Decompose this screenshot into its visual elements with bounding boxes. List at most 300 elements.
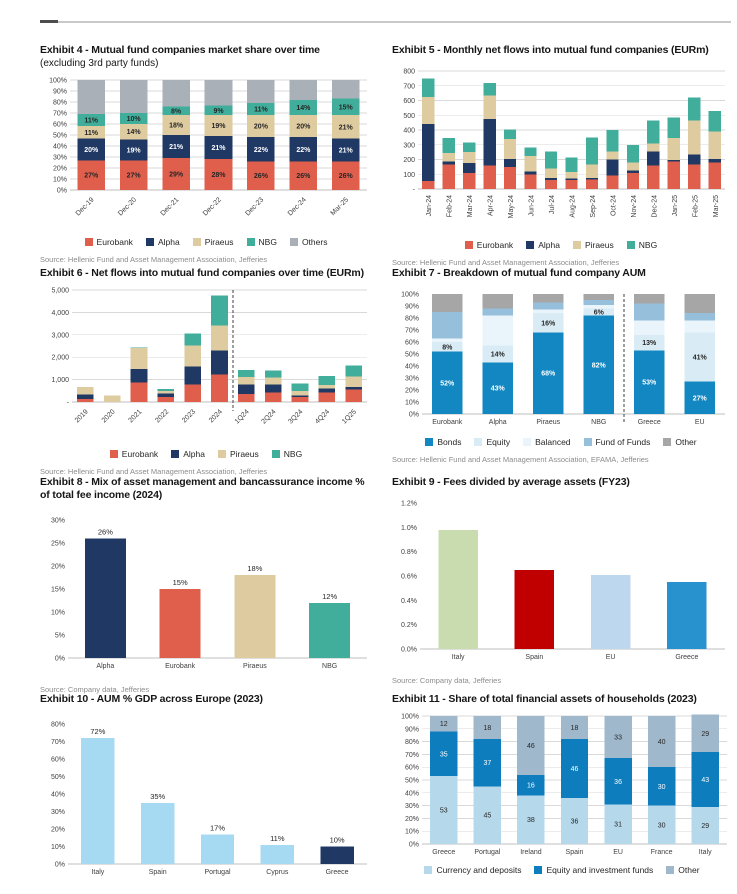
bar-segment — [432, 339, 462, 343]
bar-segment — [292, 396, 309, 397]
svg-text:0.2%: 0.2% — [401, 622, 417, 630]
svg-text:82%: 82% — [591, 362, 606, 370]
svg-text:3Q24: 3Q24 — [287, 408, 305, 426]
svg-text:70%: 70% — [404, 752, 419, 760]
legend-swatch — [534, 866, 542, 874]
bar-segment — [318, 385, 335, 389]
svg-text:18: 18 — [483, 725, 492, 733]
svg-text:NBG: NBG — [322, 663, 338, 671]
legend-item — [424, 865, 521, 875]
legend-label: Eurobank — [121, 449, 159, 460]
svg-text:100%: 100% — [401, 291, 419, 299]
bars — [77, 296, 362, 403]
svg-text:15%: 15% — [50, 586, 65, 594]
legend-label: Piraeus — [584, 240, 614, 251]
bar-segment — [634, 304, 664, 321]
svg-text:Alpha: Alpha — [96, 663, 115, 671]
bar-segment — [627, 171, 639, 173]
legend-label: Fund of Funds — [595, 437, 651, 448]
svg-text:50%: 50% — [404, 777, 419, 785]
bar-segment — [627, 145, 639, 163]
svg-text:26%: 26% — [296, 173, 311, 181]
legend-swatch — [474, 438, 482, 446]
exhibit-6-legend — [40, 449, 372, 459]
bar-segment — [292, 391, 309, 395]
svg-text:20%: 20% — [84, 146, 99, 154]
svg-text:43: 43 — [701, 776, 710, 784]
exhibit-7-chart — [392, 290, 730, 435]
svg-text:38: 38 — [527, 817, 535, 825]
svg-text:800: 800 — [403, 68, 415, 76]
svg-text:30: 30 — [657, 784, 666, 792]
bar-segment — [647, 152, 659, 166]
legend-item — [584, 437, 651, 447]
svg-text:Alpha: Alpha — [488, 419, 507, 427]
exhibit-6-title: Exhibit 6 - Net flows into mutual fund companies over time (EURm) — [40, 267, 364, 279]
bar-segment — [565, 172, 577, 179]
svg-text:60%: 60% — [52, 121, 67, 129]
legend-item — [193, 237, 234, 247]
bar-segment — [668, 118, 680, 139]
svg-text:46: 46 — [527, 743, 535, 751]
bar — [81, 738, 114, 864]
bar-segment — [247, 80, 275, 103]
bar-segment — [533, 303, 563, 310]
svg-text:90%: 90% — [52, 88, 67, 96]
legend-swatch — [247, 238, 255, 246]
bar-segment — [211, 375, 228, 403]
axis-labels — [51, 288, 358, 426]
legend-label: Bonds — [437, 437, 462, 448]
data-labels — [440, 310, 707, 403]
svg-text:NBG: NBG — [591, 419, 607, 427]
bar-segment — [131, 348, 148, 349]
bar-segment — [211, 326, 228, 351]
bar-segment — [688, 154, 700, 164]
legend-label: Equity and investment funds — [546, 865, 654, 876]
bar-segment — [77, 395, 94, 400]
bar-segment — [627, 173, 639, 189]
bar-segment — [463, 163, 475, 173]
exhibit-5-legend — [392, 240, 730, 250]
bar-segment — [584, 300, 614, 305]
bar-segment — [685, 294, 715, 313]
exhibit-8-svg — [40, 508, 372, 672]
svg-text:20%: 20% — [296, 123, 311, 131]
bar-segment — [77, 80, 105, 114]
legend-swatch — [146, 238, 154, 246]
svg-text:0%: 0% — [54, 655, 65, 663]
legend-swatch — [523, 438, 531, 446]
svg-text:22%: 22% — [296, 146, 311, 154]
svg-text:1Q25: 1Q25 — [340, 408, 359, 426]
svg-text:22%: 22% — [253, 146, 268, 154]
svg-text:Italy: Italy — [698, 849, 712, 857]
svg-text:Piraeus: Piraeus — [536, 419, 561, 427]
bar-segment — [627, 163, 639, 171]
bar-segment — [545, 168, 557, 178]
svg-text:2019: 2019 — [73, 408, 90, 425]
svg-text:15%: 15% — [338, 104, 353, 112]
svg-text:500: 500 — [403, 112, 415, 120]
legend-swatch — [110, 450, 118, 458]
legend-item — [146, 237, 180, 247]
legend-swatch — [526, 241, 534, 249]
exhibit-11-chart — [392, 712, 732, 863]
exhibit-4-legend — [40, 237, 372, 247]
bar-segment — [606, 152, 618, 160]
bar-segment — [586, 180, 598, 190]
svg-text:90%: 90% — [404, 303, 419, 311]
svg-text:52%: 52% — [440, 380, 455, 388]
bar-segment — [158, 391, 175, 393]
svg-text:25%: 25% — [50, 540, 65, 548]
data-labels — [90, 727, 345, 845]
legend-item — [290, 237, 328, 247]
exhibit-5-source: Source: Hellenic Fund and Asset Management Association, Jefferies — [392, 258, 620, 268]
exhibit-6-chart — [40, 286, 372, 447]
bar-segment — [158, 397, 175, 402]
svg-text:11%: 11% — [84, 129, 99, 137]
bar-segment — [565, 157, 577, 172]
svg-text:70%: 70% — [404, 327, 419, 335]
svg-text:4Q24: 4Q24 — [314, 408, 332, 426]
svg-text:Portugal: Portugal — [204, 869, 231, 877]
legend-swatch — [193, 238, 201, 246]
svg-text:700: 700 — [403, 83, 415, 91]
svg-text:30%: 30% — [404, 803, 419, 811]
svg-text:46: 46 — [570, 766, 579, 774]
legend-label: Piraeus — [229, 449, 259, 460]
bar-segment — [634, 294, 664, 304]
svg-text:Dec-24: Dec-24 — [651, 195, 659, 218]
svg-text:80%: 80% — [50, 721, 65, 729]
svg-text:Jan-25: Jan-25 — [671, 195, 679, 217]
svg-text:30%: 30% — [52, 154, 67, 162]
svg-text:35: 35 — [439, 751, 448, 759]
bar-segment — [709, 111, 721, 132]
svg-text:EU: EU — [694, 419, 705, 427]
svg-text:Spain: Spain — [148, 869, 167, 877]
bar-segment — [345, 366, 362, 377]
svg-text:10%: 10% — [404, 828, 419, 836]
bar-segment — [205, 80, 233, 105]
bar-segment — [483, 83, 495, 96]
svg-text:Piraeus: Piraeus — [243, 663, 267, 671]
exhibit-8 — [40, 476, 372, 694]
svg-text:18: 18 — [570, 725, 579, 733]
bar-segment — [345, 377, 362, 387]
data-labels — [98, 528, 338, 601]
svg-text:21%: 21% — [338, 124, 353, 132]
bar-segment — [606, 160, 618, 176]
svg-text:26%: 26% — [338, 173, 353, 181]
legend-swatch — [584, 438, 592, 446]
bar — [591, 575, 631, 649]
svg-text:30%: 30% — [50, 517, 65, 525]
svg-text:40%: 40% — [404, 363, 419, 371]
bar-segment — [77, 387, 94, 394]
bar-segment — [647, 143, 659, 151]
svg-text:0%: 0% — [54, 861, 65, 869]
svg-text:40: 40 — [657, 739, 666, 747]
svg-text:26%: 26% — [253, 173, 268, 181]
svg-text:10%: 10% — [126, 116, 141, 124]
svg-text:-: - — [66, 399, 69, 407]
legend-item — [627, 240, 657, 250]
legend-item — [247, 237, 277, 247]
svg-text:40%: 40% — [50, 791, 65, 799]
svg-text:Dec-21: Dec-21 — [159, 196, 181, 218]
svg-text:20%: 20% — [52, 165, 67, 173]
bar — [309, 603, 350, 658]
legend-item — [272, 449, 302, 459]
exhibit-10-chart — [40, 712, 372, 883]
bar-segment — [483, 294, 513, 308]
legend-label: Eurobank — [476, 240, 514, 251]
bar-segment — [586, 178, 598, 179]
bar — [438, 530, 478, 649]
bar-segment — [422, 124, 434, 181]
svg-text:Spain: Spain — [565, 849, 584, 857]
bar-segment — [483, 95, 495, 119]
legend-label: NBG — [258, 237, 277, 248]
svg-text:21%: 21% — [211, 145, 226, 153]
svg-text:27%: 27% — [692, 395, 707, 403]
bar-segment — [265, 378, 282, 385]
bar — [667, 582, 707, 649]
svg-text:16: 16 — [527, 782, 535, 790]
bar-segment — [131, 369, 148, 382]
exhibit-5-chart — [392, 67, 730, 238]
bar-segment — [184, 367, 201, 385]
svg-text:40%: 40% — [52, 143, 67, 151]
bar-segment — [104, 396, 121, 402]
svg-text:Dec-20: Dec-20 — [117, 196, 139, 218]
svg-text:Feb-24: Feb-24 — [446, 195, 454, 218]
bar-segment — [688, 121, 700, 155]
legend-swatch — [290, 238, 298, 246]
svg-text:80%: 80% — [404, 739, 419, 747]
svg-text:5,000: 5,000 — [51, 287, 69, 295]
bar-segment — [586, 165, 598, 178]
svg-text:36: 36 — [614, 778, 622, 786]
svg-text:3,000: 3,000 — [51, 332, 69, 340]
legend-label: Alpha — [538, 240, 560, 251]
svg-text:Nov-24: Nov-24 — [630, 195, 638, 218]
exhibit-11-svg — [392, 712, 732, 858]
legend-swatch — [272, 450, 280, 458]
svg-text:1,000: 1,000 — [51, 377, 69, 385]
exhibit-7-svg — [392, 290, 730, 430]
svg-text:19%: 19% — [126, 147, 141, 155]
bar-segment — [318, 376, 335, 385]
legend-label: Equity — [486, 437, 511, 448]
svg-text:60%: 60% — [404, 764, 419, 772]
svg-text:Mar-24: Mar-24 — [467, 195, 475, 218]
svg-text:20%: 20% — [404, 387, 419, 395]
bar-segment — [524, 171, 536, 174]
svg-text:2023: 2023 — [181, 408, 198, 425]
svg-text:70%: 70% — [50, 739, 65, 747]
bar-segment — [483, 309, 513, 316]
svg-text:10%: 10% — [52, 176, 67, 184]
svg-text:16%: 16% — [541, 320, 556, 328]
svg-text:26%: 26% — [97, 527, 113, 537]
exhibit-7-legend — [392, 437, 730, 447]
svg-text:18%: 18% — [247, 564, 263, 574]
bar-segment — [292, 384, 309, 392]
bar-segment — [606, 130, 618, 151]
bar-segment — [606, 176, 618, 189]
bar-segment — [265, 392, 282, 402]
bars — [432, 294, 715, 414]
exhibit-4-chart — [40, 76, 372, 235]
legend-label: Other — [675, 437, 697, 448]
svg-text:Spain: Spain — [525, 654, 544, 662]
legend-item — [526, 240, 560, 250]
svg-text:40%: 40% — [404, 790, 419, 798]
bar-segment — [443, 162, 455, 165]
bar-segment — [443, 138, 455, 153]
svg-text:17%: 17% — [209, 823, 226, 833]
svg-text:2022: 2022 — [154, 408, 171, 425]
legend-item — [523, 437, 570, 447]
bar-segment — [318, 389, 335, 393]
legend-swatch — [424, 866, 432, 874]
exhibit-9-source: Source: Company data, Jefferies — [392, 676, 502, 686]
exhibit-11-title: Exhibit 11 - Share of total financial assets of households (2023) — [392, 693, 697, 705]
bar-segment — [483, 316, 513, 346]
legend-swatch — [171, 450, 179, 458]
svg-text:20%: 20% — [253, 123, 268, 131]
svg-text:Dec-24: Dec-24 — [286, 196, 308, 218]
bar-segment — [184, 334, 201, 346]
svg-text:0.0%: 0.0% — [401, 646, 417, 654]
svg-text:37: 37 — [483, 760, 492, 768]
svg-text:0.6%: 0.6% — [401, 573, 417, 581]
bar-segment — [432, 294, 462, 312]
svg-text:10%: 10% — [329, 835, 345, 845]
bar-segment — [533, 310, 563, 314]
svg-text:14%: 14% — [126, 129, 141, 137]
bar-segment — [77, 399, 94, 402]
bar-segment — [688, 165, 700, 189]
svg-text:20%: 20% — [50, 826, 65, 834]
svg-text:Jun-24: Jun-24 — [528, 195, 536, 217]
bar — [160, 589, 201, 658]
svg-text:Italy: Italy — [451, 654, 465, 662]
svg-text:2021: 2021 — [127, 408, 144, 425]
svg-text:100: 100 — [403, 171, 415, 179]
svg-text:50%: 50% — [50, 774, 65, 782]
exhibit-9-chart — [392, 499, 730, 668]
bar-segment — [524, 156, 536, 171]
legend-item — [663, 437, 696, 447]
legend-label: Other — [678, 865, 700, 876]
svg-text:60%: 60% — [404, 339, 419, 347]
bar-segment — [463, 152, 475, 163]
svg-text:90%: 90% — [404, 726, 419, 734]
exhibit-4-svg — [40, 76, 372, 230]
svg-text:35%: 35% — [150, 791, 166, 801]
bars — [422, 79, 721, 190]
legend-swatch — [465, 241, 473, 249]
bar-segment — [504, 129, 516, 139]
bar-segment — [131, 382, 148, 402]
bar-segment — [709, 132, 721, 159]
bars — [85, 539, 350, 659]
bar-segment — [265, 385, 282, 393]
svg-text:18%: 18% — [169, 122, 184, 130]
svg-text:Italy: Italy — [91, 869, 105, 877]
top-divider-tip — [40, 20, 58, 23]
legend-swatch — [218, 450, 226, 458]
legend-label: NBG — [638, 240, 658, 251]
bar-segment — [211, 350, 228, 374]
bar-segment — [162, 80, 190, 106]
legend-swatch — [85, 238, 93, 246]
svg-text:36: 36 — [570, 818, 579, 826]
legend-swatch — [663, 438, 671, 446]
bar-segment — [668, 162, 680, 189]
svg-text:80%: 80% — [404, 315, 419, 323]
bar-segment — [565, 180, 577, 189]
bar-segment — [345, 390, 362, 403]
bars — [438, 530, 706, 649]
svg-text:400: 400 — [403, 127, 415, 135]
legend-item — [110, 449, 158, 459]
bar-segment — [483, 119, 495, 165]
svg-text:300: 300 — [403, 142, 415, 150]
bar-segment — [238, 384, 255, 394]
svg-text:Jan-24: Jan-24 — [426, 195, 434, 217]
svg-text:Cyprus: Cyprus — [266, 869, 289, 877]
svg-text:12%: 12% — [322, 592, 338, 602]
bar-segment — [524, 174, 536, 189]
svg-text:27%: 27% — [126, 172, 141, 180]
svg-text:9%: 9% — [213, 107, 224, 115]
svg-text:0%: 0% — [408, 411, 419, 419]
svg-text:53%: 53% — [642, 379, 657, 387]
bar-segment — [120, 80, 148, 113]
bar-segment — [443, 153, 455, 162]
svg-text:11%: 11% — [270, 833, 285, 843]
legend-item — [85, 237, 133, 247]
legend-item — [171, 449, 205, 459]
bar-segment — [647, 121, 659, 144]
svg-text:68%: 68% — [541, 370, 556, 378]
exhibit-11 — [392, 693, 732, 875]
bar-segment — [634, 321, 664, 335]
legend-item — [218, 449, 259, 459]
svg-text:30: 30 — [657, 822, 666, 830]
svg-text:2020: 2020 — [100, 408, 117, 425]
exhibit-4-title: Exhibit 4 - Mutual fund companies market share over time — [40, 44, 320, 56]
svg-text:6%: 6% — [593, 309, 604, 317]
exhibit-9 — [392, 476, 730, 685]
svg-text:0%: 0% — [408, 841, 419, 849]
exhibit-6-svg — [40, 286, 372, 442]
bar-segment — [158, 393, 175, 397]
bar-segment — [432, 312, 462, 338]
svg-text:8%: 8% — [442, 344, 453, 352]
svg-text:5%: 5% — [54, 632, 65, 640]
bar-segment — [238, 394, 255, 402]
svg-text:0.8%: 0.8% — [401, 549, 417, 557]
svg-text:Greece: Greece — [675, 654, 699, 662]
svg-text:29%: 29% — [169, 171, 184, 179]
